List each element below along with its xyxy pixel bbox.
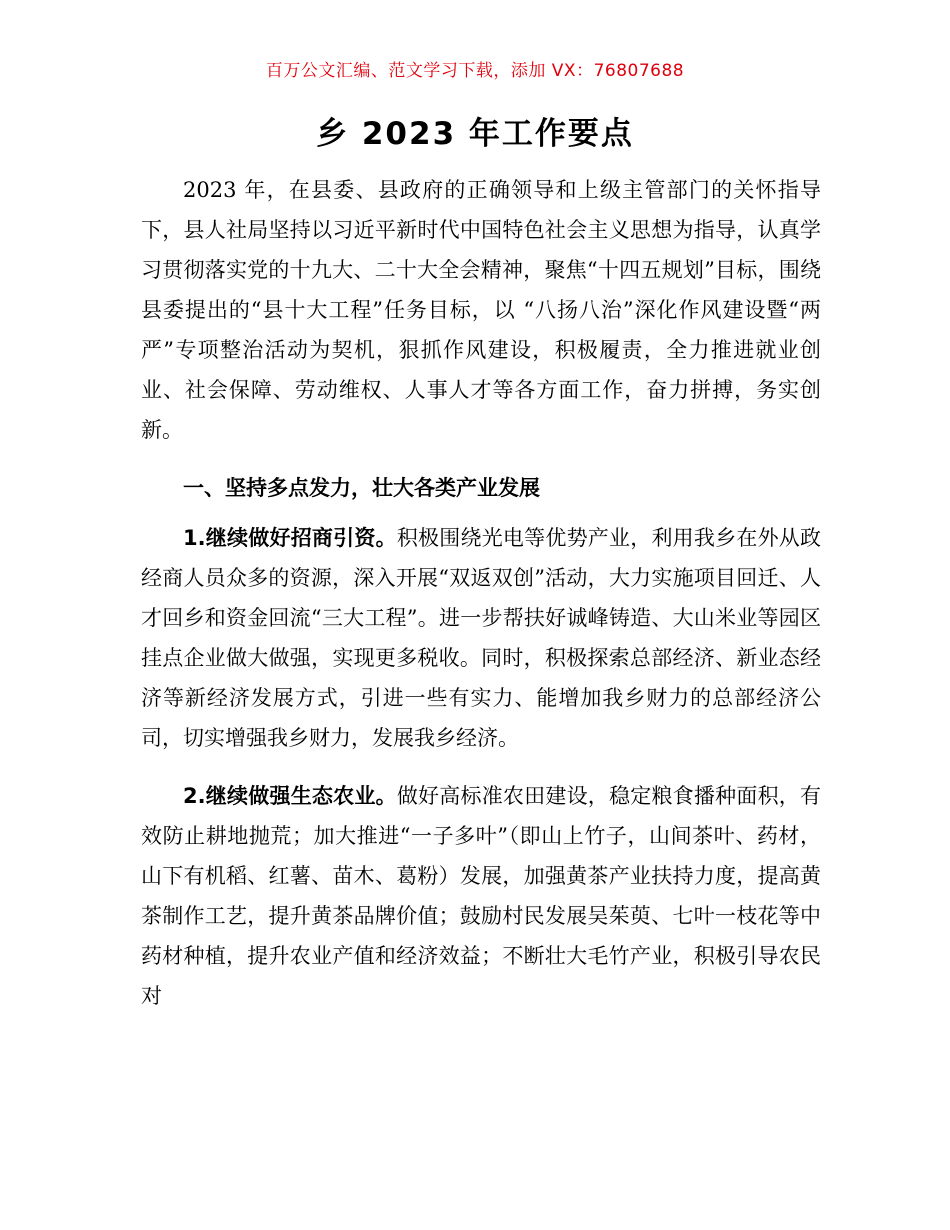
intro-paragraph: 2023 年，在县委、县政府的正确领导和上级主管部门的关怀指导下，县人社局坚持以习近平新时代中国特色社会主义思想为指导，认真学习贯彻落实党的十九大、二十大全会精神，聚焦“十四五规划”目标，围绕县委提出的“县十大工程”任务目标，以 “八扬八治”深化作风建设暨“两严”专项整治活动为契机，狠抓作风建设，积极履责，全力推进就业创业、社会保障、劳动维权、人事人才等各方面工作，奋力拼搏，务实创新。: [141, 178, 821, 442]
section-heading: 一、坚持多点发力，壮大各类产业发展: [183, 476, 540, 500]
header-note: 百万公文汇编、范文学习下载，添加 VX：76807688: [265, 61, 685, 81]
list-item: [141, 518, 821, 758]
page-title: 乡 2023 年工作要点: [316, 116, 634, 152]
list-item: [141, 776, 821, 1016]
item-title: 2.继续做强生态农业。: [183, 784, 397, 808]
item-text: 积极围绕光电等优势产业，利用我乡在外从政经商人员众多的资源，深入开展“双返双创”活动，大力实施项目回迁、人才回乡和资金回流“三大工程”。进一步帮扶好诚峰铸造、大山米业等园区挂点企业做大做强，实现更多税收。同时，积极探索总部经济、新业态经济等新经济发展方式，引进一些有实力、能增加我乡财力的总部经济公司，切实增强我乡财力，发展我乡经济。: [141, 526, 822, 750]
document-body: [141, 170, 821, 1034]
item-title: 1.继续做好招商引资。: [183, 526, 397, 550]
item-text: 做好高标准农田建设，稳定粮食播种面积，有效防止耕地抛荒；加大推进“一子多叶”（即山上竹子，山间茶叶、药材，山下有机稻、红薯、苗木、葛粉）发展，加强黄茶产业扶持力度，提高黄茶制作工艺，提升黄茶品牌价值；鼓励村民发展吴茱萸、七叶一枝花等中药材种植，提升农业产值和经济效益；不断壮大毛竹产业，积极引导农民对: [141, 784, 822, 1008]
